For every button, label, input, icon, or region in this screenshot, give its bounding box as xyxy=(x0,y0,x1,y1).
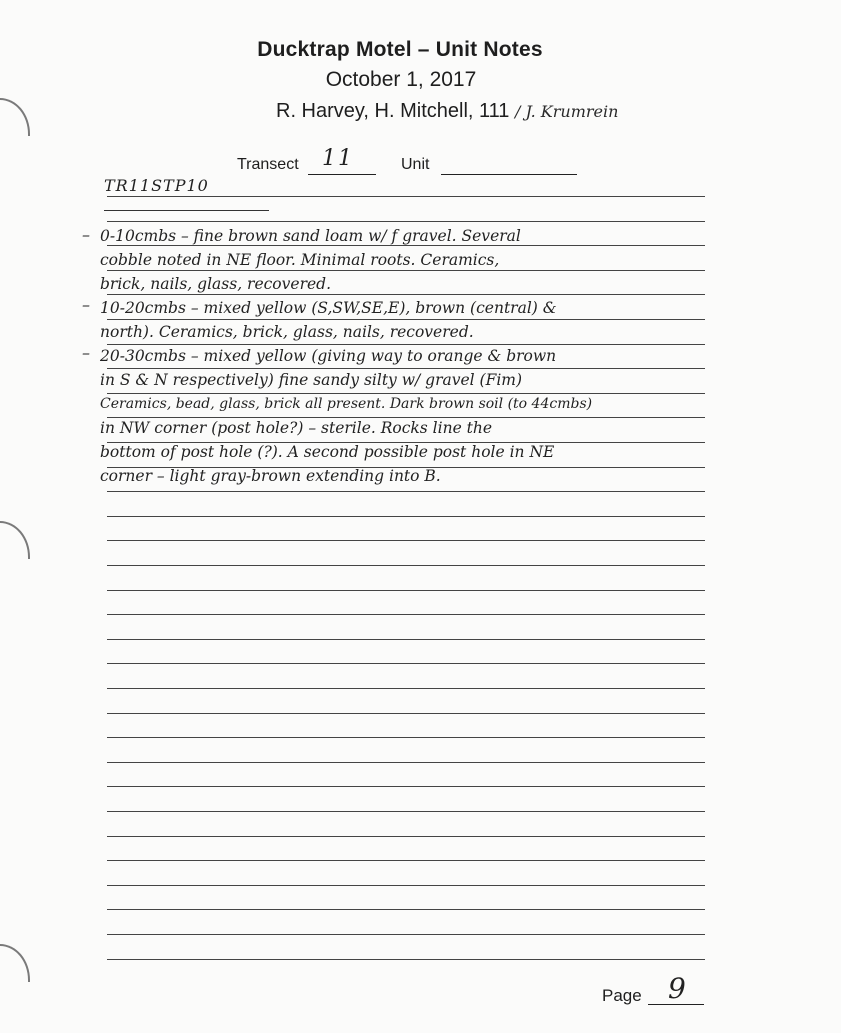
ruled-line xyxy=(107,590,705,591)
transect-field-line xyxy=(308,174,376,175)
page-label: Page xyxy=(602,986,642,1005)
ruled-line xyxy=(107,663,705,664)
authors-handwritten: / J. Krumrein xyxy=(514,102,619,121)
ruled-line xyxy=(107,294,705,295)
note-line: 0-10cmbs – fine brown sand loam w/ f gravel. Several xyxy=(100,227,521,245)
ruled-line xyxy=(107,713,705,714)
ruled-line xyxy=(107,762,705,763)
note-line: 10-20cmbs – mixed yellow (S,SW,SE,E), brown (central) & xyxy=(100,299,557,317)
ruled-line xyxy=(107,737,705,738)
ruled-line xyxy=(107,909,705,910)
notes-heading: TR11STP10 xyxy=(104,176,209,195)
ruled-line xyxy=(107,688,705,689)
bullet-dash: – xyxy=(82,225,90,244)
note-line: in S & N respectively) fine sandy silty w/ gravel (Fim) xyxy=(100,371,523,389)
unit-label: Unit xyxy=(401,156,430,173)
note-line: cobble noted in NE floor. Minimal roots. Ceramics, xyxy=(100,251,500,269)
ruled-line xyxy=(107,614,705,615)
ruled-line xyxy=(107,319,705,320)
note-line: north). Ceramics, brick, glass, nails, recovered. xyxy=(100,323,474,341)
note-line: 20-30cmbs – mixed yellow (giving way to orange & brown xyxy=(100,347,557,365)
punch-hole-top xyxy=(0,98,30,136)
ruled-line xyxy=(107,368,705,369)
note-line: corner – light gray-brown extending into B. xyxy=(100,467,441,485)
unit-field-line xyxy=(441,174,577,175)
ruled-line xyxy=(107,836,705,837)
ruled-line xyxy=(107,344,705,345)
ruled-line xyxy=(107,885,705,886)
ruled-line xyxy=(107,639,705,640)
transect-label: Transect xyxy=(237,156,299,173)
note-line: Ceramics, bead, glass, brick all present. Dark brown soil (to 44cmbs) xyxy=(100,396,593,412)
ruled-line xyxy=(107,270,705,271)
bullet-dash: – xyxy=(82,295,90,314)
ruled-line xyxy=(107,786,705,787)
ruled-line xyxy=(107,959,705,960)
punch-hole-middle xyxy=(0,521,30,559)
ruled-line xyxy=(107,491,705,492)
ruled-line xyxy=(107,860,705,861)
ruled-line xyxy=(107,565,705,566)
ruled-line xyxy=(107,196,705,197)
ruled-line xyxy=(107,516,705,517)
document-title: Ducktrap Motel – Unit Notes xyxy=(257,38,543,61)
ruled-line xyxy=(107,540,705,541)
note-line: bottom of post hole (?). A second possible post hole in NE xyxy=(100,443,555,461)
note-line: brick, nails, glass, recovered. xyxy=(100,275,332,293)
punch-hole-bottom xyxy=(0,944,30,982)
heading-underline xyxy=(104,210,269,211)
authors xyxy=(276,100,618,123)
ruled-line xyxy=(107,811,705,812)
document-date: October 1, 2017 xyxy=(325,68,477,91)
ruled-line xyxy=(107,221,705,222)
note-line: in NW corner (post hole?) – sterile. Rocks line the xyxy=(100,419,493,437)
transect-value: 11 xyxy=(322,146,354,171)
bullet-dash: – xyxy=(82,343,90,362)
authors-printed: R. Harvey, H. Mitchell, 111 xyxy=(276,100,510,122)
ruled-line xyxy=(107,934,705,935)
page-number: 9 xyxy=(668,972,686,1005)
